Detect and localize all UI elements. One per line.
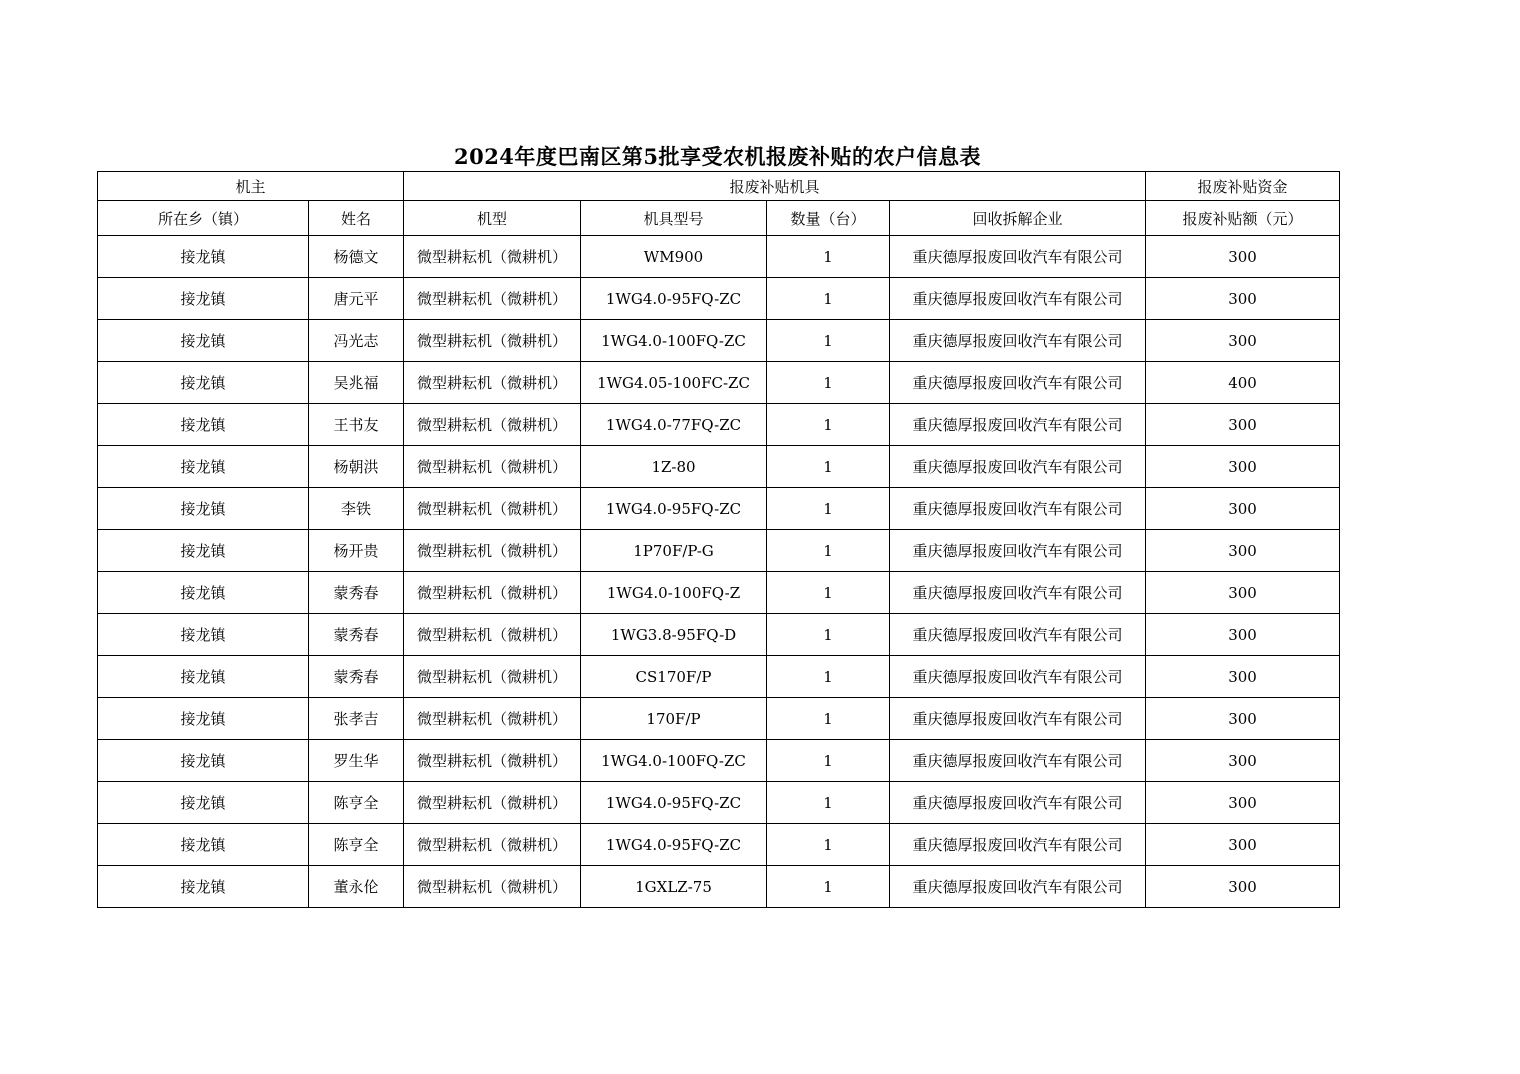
cell-model: 1WG4.0-95FQ-ZC xyxy=(581,824,767,866)
cell-quantity: 1 xyxy=(767,278,890,320)
cell-town: 接龙镇 xyxy=(98,362,309,404)
cell-model: CS170F/P xyxy=(581,656,767,698)
table-row xyxy=(98,740,1340,782)
cell-type: 微型耕耘机（微耕机） xyxy=(404,614,581,656)
cell-recycler: 重庆德厚报废回收汽车有限公司 xyxy=(890,236,1146,278)
cell-recycler: 重庆德厚报废回收汽车有限公司 xyxy=(890,614,1146,656)
table-row xyxy=(98,278,1340,320)
cell-quantity: 1 xyxy=(767,404,890,446)
column-header-row xyxy=(98,201,1340,236)
table-row xyxy=(98,782,1340,824)
cell-model: 1WG4.0-95FQ-ZC xyxy=(581,488,767,530)
table-row xyxy=(98,824,1340,866)
cell-town: 接龙镇 xyxy=(98,278,309,320)
table-row xyxy=(98,866,1340,908)
column-header-quantity: 数量（台） xyxy=(767,201,890,236)
table-row xyxy=(98,530,1340,572)
table-row xyxy=(98,320,1340,362)
cell-recycler: 重庆德厚报废回收汽车有限公司 xyxy=(890,740,1146,782)
cell-town: 接龙镇 xyxy=(98,572,309,614)
table-row xyxy=(98,362,1340,404)
cell-type: 微型耕耘机（微耕机） xyxy=(404,404,581,446)
cell-amount: 300 xyxy=(1146,572,1340,614)
cell-model: 1WG3.8-95FQ-D xyxy=(581,614,767,656)
table-row xyxy=(98,698,1340,740)
cell-model: 1WG4.0-100FQ-Z xyxy=(581,572,767,614)
cell-recycler: 重庆德厚报废回收汽车有限公司 xyxy=(890,782,1146,824)
cell-quantity: 1 xyxy=(767,320,890,362)
cell-quantity: 1 xyxy=(767,782,890,824)
cell-amount: 300 xyxy=(1146,782,1340,824)
cell-recycler: 重庆德厚报废回收汽车有限公司 xyxy=(890,446,1146,488)
cell-amount: 400 xyxy=(1146,362,1340,404)
cell-quantity: 1 xyxy=(767,824,890,866)
cell-recycler: 重庆德厚报废回收汽车有限公司 xyxy=(890,572,1146,614)
cell-name: 蒙秀春 xyxy=(309,572,404,614)
cell-recycler: 重庆德厚报废回收汽车有限公司 xyxy=(890,656,1146,698)
cell-name: 杨开贵 xyxy=(309,530,404,572)
group-header-machine: 报废补贴机具 xyxy=(404,172,1146,201)
cell-model: 1P70F/P-G xyxy=(581,530,767,572)
cell-type: 微型耕耘机（微耕机） xyxy=(404,572,581,614)
cell-type: 微型耕耘机（微耕机） xyxy=(404,488,581,530)
cell-model: 1WG4.0-100FQ-ZC xyxy=(581,740,767,782)
cell-recycler: 重庆德厚报废回收汽车有限公司 xyxy=(890,698,1146,740)
cell-quantity: 1 xyxy=(767,866,890,908)
cell-quantity: 1 xyxy=(767,656,890,698)
cell-town: 接龙镇 xyxy=(98,236,309,278)
cell-quantity: 1 xyxy=(767,740,890,782)
cell-model: 1WG4.0-100FQ-ZC xyxy=(581,320,767,362)
cell-type: 微型耕耘机（微耕机） xyxy=(404,320,581,362)
cell-quantity: 1 xyxy=(767,530,890,572)
cell-name: 冯光志 xyxy=(309,320,404,362)
cell-name: 张孝吉 xyxy=(309,698,404,740)
cell-amount: 300 xyxy=(1146,824,1340,866)
cell-quantity: 1 xyxy=(767,614,890,656)
cell-type: 微型耕耘机（微耕机） xyxy=(404,362,581,404)
column-header-name: 姓名 xyxy=(309,201,404,236)
cell-amount: 300 xyxy=(1146,278,1340,320)
cell-name: 杨德文 xyxy=(309,236,404,278)
cell-type: 微型耕耘机（微耕机） xyxy=(404,656,581,698)
cell-quantity: 1 xyxy=(767,446,890,488)
cell-town: 接龙镇 xyxy=(98,320,309,362)
cell-name: 罗生华 xyxy=(309,740,404,782)
cell-quantity: 1 xyxy=(767,698,890,740)
cell-model: 1WG4.0-95FQ-ZC xyxy=(581,782,767,824)
cell-amount: 300 xyxy=(1146,236,1340,278)
cell-type: 微型耕耘机（微耕机） xyxy=(404,782,581,824)
cell-name: 杨朝洪 xyxy=(309,446,404,488)
cell-name: 陈亨全 xyxy=(309,824,404,866)
cell-recycler: 重庆德厚报废回收汽车有限公司 xyxy=(890,866,1146,908)
column-header-amount: 报废补贴额（元） xyxy=(1146,201,1340,236)
cell-amount: 300 xyxy=(1146,446,1340,488)
column-header-type: 机型 xyxy=(404,201,581,236)
table-row xyxy=(98,488,1340,530)
cell-town: 接龙镇 xyxy=(98,824,309,866)
cell-amount: 300 xyxy=(1146,530,1340,572)
cell-town: 接龙镇 xyxy=(98,614,309,656)
column-header-recycler: 回收拆解企业 xyxy=(890,201,1146,236)
table-row xyxy=(98,572,1340,614)
group-header-row xyxy=(98,172,1340,201)
cell-name: 王书友 xyxy=(309,404,404,446)
cell-amount: 300 xyxy=(1146,488,1340,530)
cell-model: 1WG4.0-95FQ-ZC xyxy=(581,278,767,320)
cell-type: 微型耕耘机（微耕机） xyxy=(404,278,581,320)
cell-town: 接龙镇 xyxy=(98,866,309,908)
cell-town: 接龙镇 xyxy=(98,656,309,698)
cell-amount: 300 xyxy=(1146,656,1340,698)
cell-type: 微型耕耘机（微耕机） xyxy=(404,446,581,488)
cell-town: 接龙镇 xyxy=(98,740,309,782)
cell-name: 唐元平 xyxy=(309,278,404,320)
cell-recycler: 重庆德厚报废回收汽车有限公司 xyxy=(890,488,1146,530)
cell-recycler: 重庆德厚报废回收汽车有限公司 xyxy=(890,404,1146,446)
table-row xyxy=(98,614,1340,656)
table-row xyxy=(98,404,1340,446)
column-header-town: 所在乡（镇） xyxy=(98,201,309,236)
column-header-model: 机具型号 xyxy=(581,201,767,236)
cell-town: 接龙镇 xyxy=(98,698,309,740)
cell-recycler: 重庆德厚报废回收汽车有限公司 xyxy=(890,278,1146,320)
cell-name: 吴兆福 xyxy=(309,362,404,404)
cell-amount: 300 xyxy=(1146,866,1340,908)
cell-type: 微型耕耘机（微耕机） xyxy=(404,530,581,572)
cell-town: 接龙镇 xyxy=(98,446,309,488)
cell-name: 蒙秀春 xyxy=(309,656,404,698)
cell-type: 微型耕耘机（微耕机） xyxy=(404,824,581,866)
cell-type: 微型耕耘机（微耕机） xyxy=(404,740,581,782)
cell-model: 1WG4.0-77FQ-ZC xyxy=(581,404,767,446)
cell-amount: 300 xyxy=(1146,740,1340,782)
table-row xyxy=(98,236,1340,278)
group-header-funds: 报废补贴资金 xyxy=(1146,172,1340,201)
cell-amount: 300 xyxy=(1146,698,1340,740)
group-header-owner: 机主 xyxy=(98,172,404,201)
cell-amount: 300 xyxy=(1146,404,1340,446)
cell-town: 接龙镇 xyxy=(98,530,309,572)
cell-name: 李铁 xyxy=(309,488,404,530)
cell-quantity: 1 xyxy=(767,362,890,404)
subsidy-table xyxy=(97,171,1340,908)
cell-name: 董永伦 xyxy=(309,866,404,908)
cell-name: 陈亨全 xyxy=(309,782,404,824)
cell-quantity: 1 xyxy=(767,236,890,278)
cell-type: 微型耕耘机（微耕机） xyxy=(404,698,581,740)
cell-town: 接龙镇 xyxy=(98,404,309,446)
cell-quantity: 1 xyxy=(767,488,890,530)
cell-quantity: 1 xyxy=(767,572,890,614)
cell-recycler: 重庆德厚报废回收汽车有限公司 xyxy=(890,362,1146,404)
cell-town: 接龙镇 xyxy=(98,488,309,530)
cell-recycler: 重庆德厚报废回收汽车有限公司 xyxy=(890,824,1146,866)
cell-amount: 300 xyxy=(1146,614,1340,656)
table-row xyxy=(98,656,1340,698)
cell-recycler: 重庆德厚报废回收汽车有限公司 xyxy=(890,530,1146,572)
cell-town: 接龙镇 xyxy=(98,782,309,824)
cell-model: 1GXLZ-75 xyxy=(581,866,767,908)
cell-recycler: 重庆德厚报废回收汽车有限公司 xyxy=(890,320,1146,362)
document-title: 2024年度巴南区第5批享受农机报废补贴的农户信息表 xyxy=(453,144,982,169)
cell-type: 微型耕耘机（微耕机） xyxy=(404,866,581,908)
cell-model: 170F/P xyxy=(581,698,767,740)
table-row xyxy=(98,446,1340,488)
cell-model: 1Z-80 xyxy=(581,446,767,488)
cell-name: 蒙秀春 xyxy=(309,614,404,656)
cell-model: 1WG4.05-100FC-ZC xyxy=(581,362,767,404)
cell-amount: 300 xyxy=(1146,320,1340,362)
cell-type: 微型耕耘机（微耕机） xyxy=(404,236,581,278)
cell-model: WM900 xyxy=(581,236,767,278)
